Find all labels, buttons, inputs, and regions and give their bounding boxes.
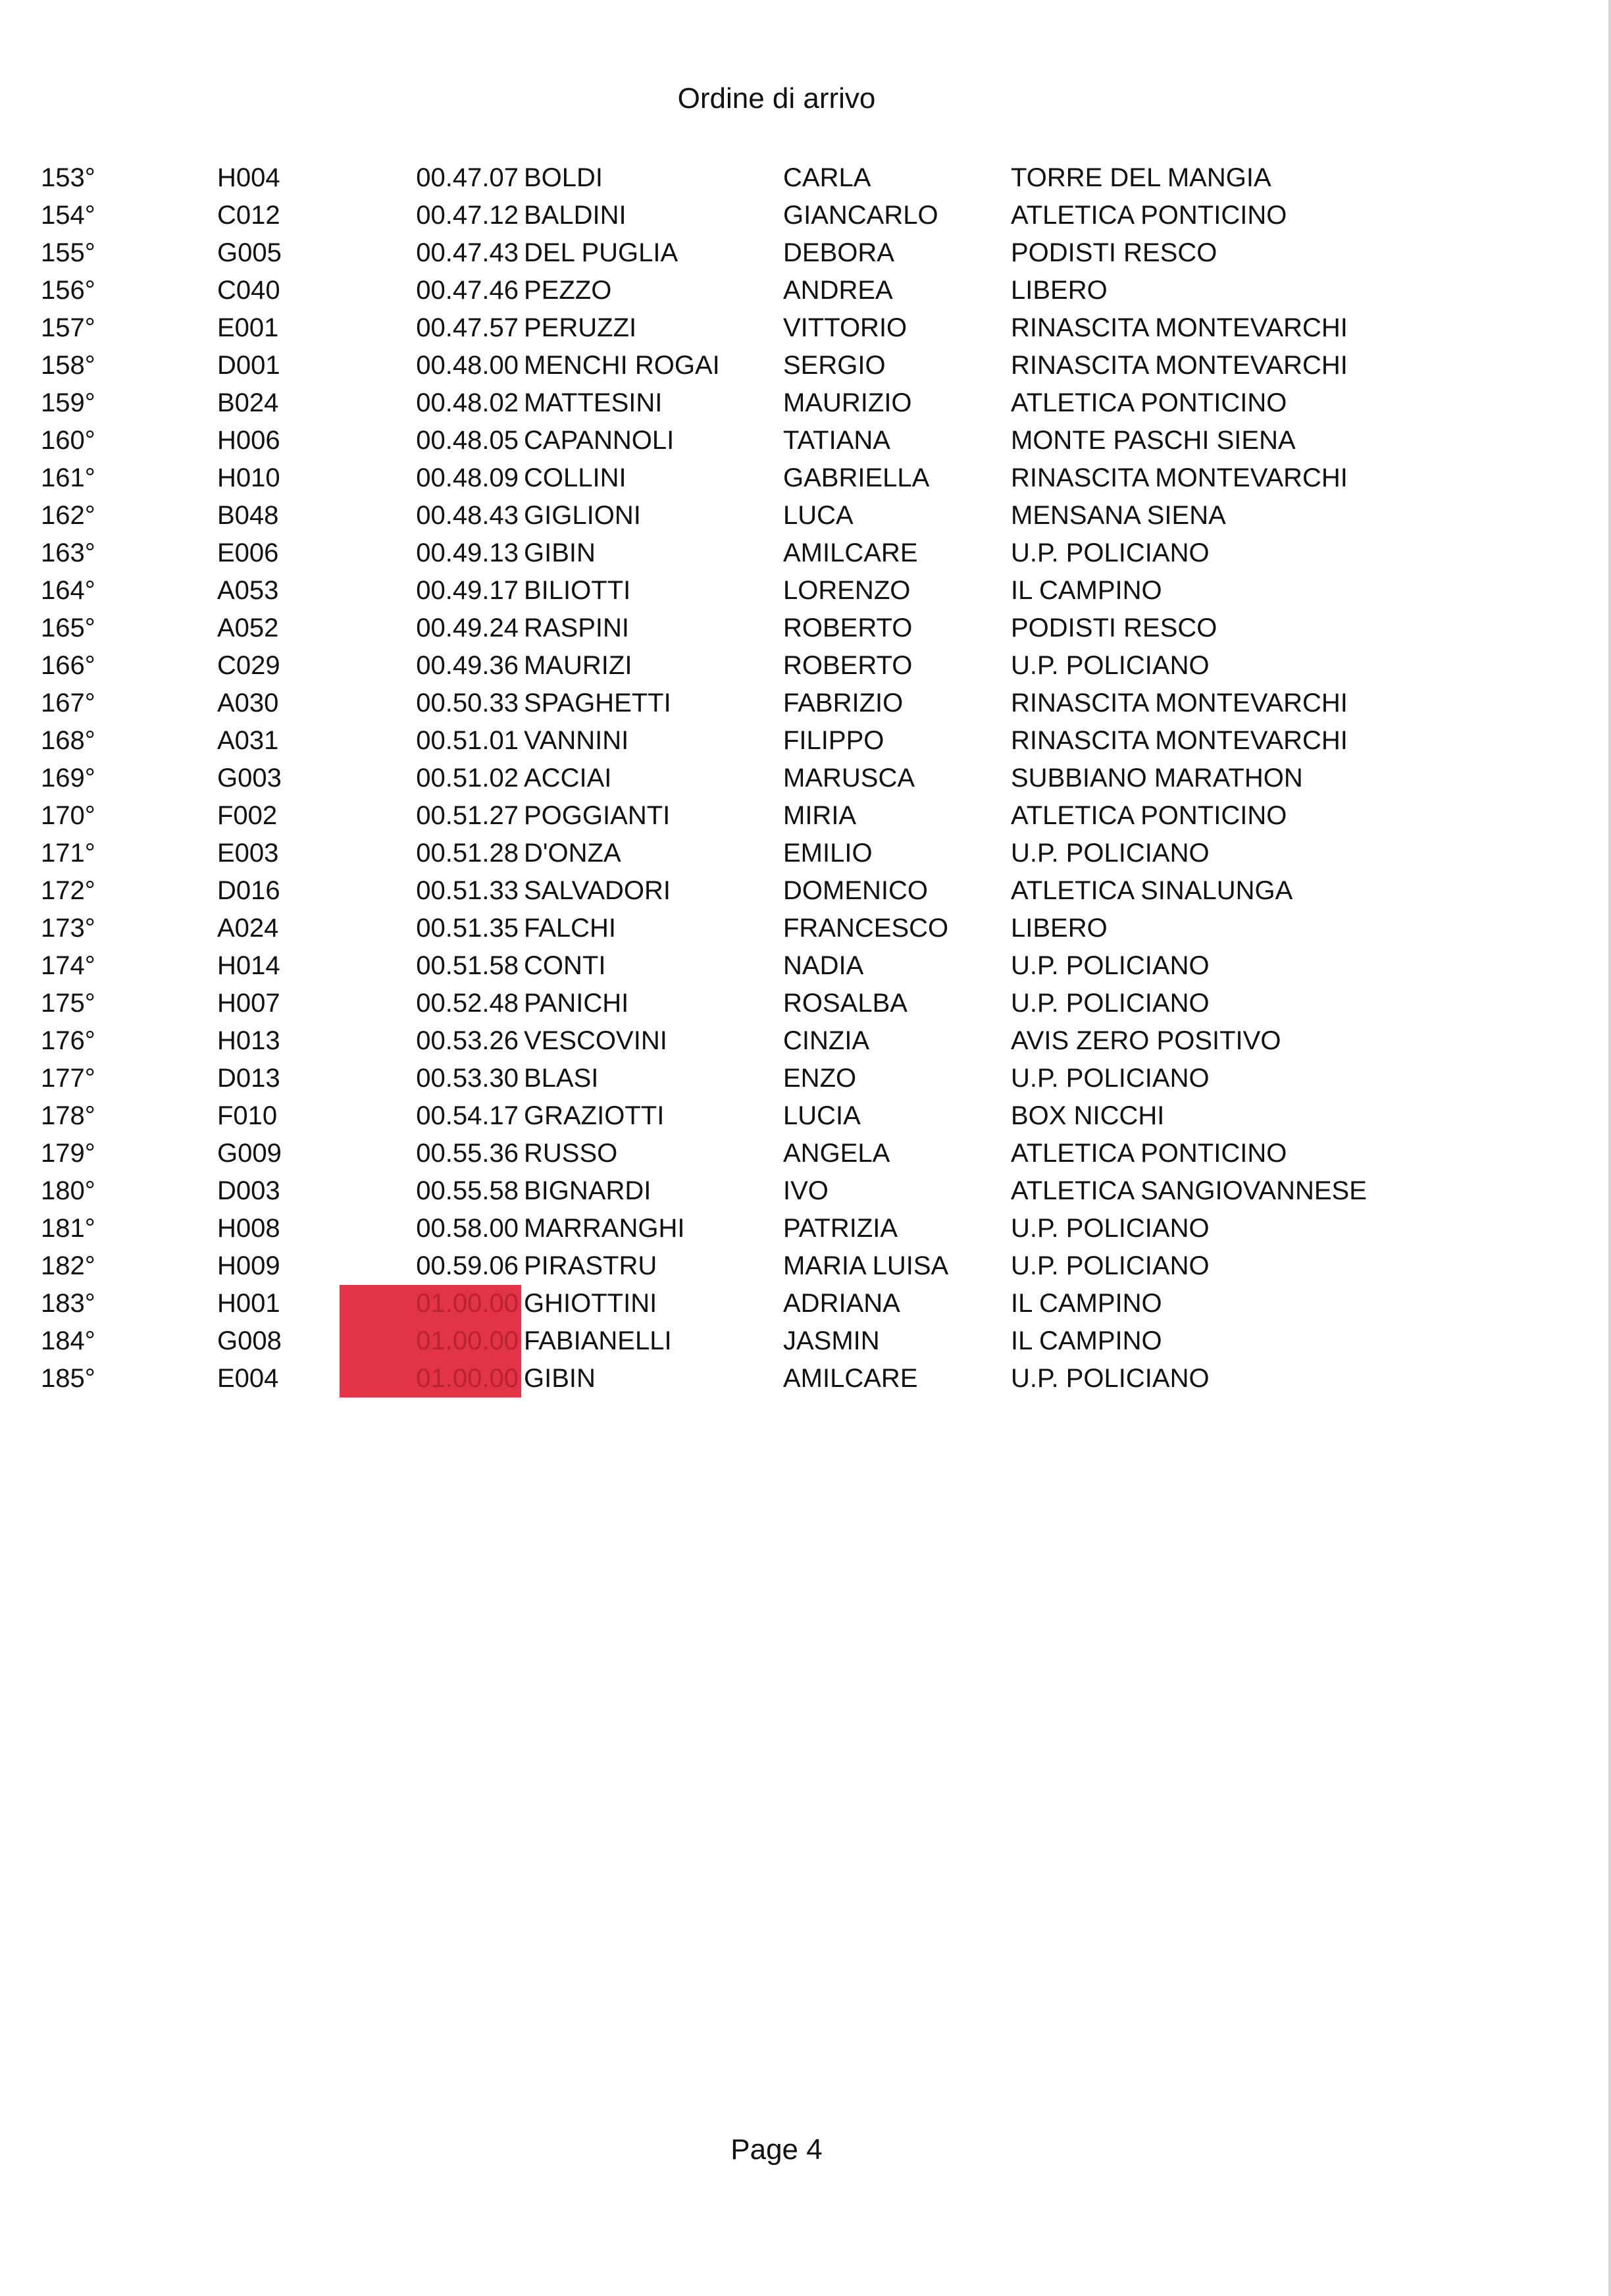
position-cell: 164° xyxy=(41,576,95,605)
firstname-cell: TATIANA xyxy=(783,426,890,455)
bib-cell: F002 xyxy=(217,801,278,830)
team-cell: TORRE DEL MANGIA xyxy=(1011,163,1271,192)
firstname-cell: FABRIZIO xyxy=(783,689,904,718)
firstname-cell: VITTORIO xyxy=(783,313,908,342)
bib-cell: G008 xyxy=(217,1326,282,1355)
table-row xyxy=(0,1172,1611,1210)
table-row xyxy=(0,234,1611,272)
position-cell: 156° xyxy=(41,276,95,305)
surname-cell: D'ONZA xyxy=(524,839,621,868)
surname-cell: DEL PUGLIA xyxy=(524,238,678,267)
firstname-cell: MARUSCA xyxy=(783,764,915,793)
team-cell: LIBERO xyxy=(1011,276,1108,305)
time-cell: 00.55.36 xyxy=(416,1139,519,1168)
time-cell: 00.48.00 xyxy=(416,351,519,380)
time-cell: 01.00.00 xyxy=(340,1322,521,1360)
firstname-cell: JASMIN xyxy=(783,1326,880,1355)
time-cell: 00.49.17 xyxy=(416,576,519,605)
team-cell: IL CAMPINO xyxy=(1011,1289,1162,1318)
bib-cell: H008 xyxy=(217,1214,280,1243)
page-title: Ordine di arrivo xyxy=(677,82,876,115)
bib-cell: E001 xyxy=(217,313,279,342)
team-cell: RINASCITA MONTEVARCHI xyxy=(1011,313,1348,342)
table-row xyxy=(0,1060,1611,1097)
bib-cell: A024 xyxy=(217,914,279,943)
time-cell: 00.53.26 xyxy=(416,1026,519,1055)
surname-cell: BLASI xyxy=(524,1064,599,1093)
team-cell: ATLETICA PONTICINO xyxy=(1011,1139,1287,1168)
bib-cell: C029 xyxy=(217,651,280,680)
surname-cell: GIBIN xyxy=(524,538,596,567)
team-cell: RINASCITA MONTEVARCHI xyxy=(1011,463,1348,492)
team-cell: LIBERO xyxy=(1011,914,1108,943)
position-cell: 181° xyxy=(41,1214,95,1243)
team-cell: ATLETICA PONTICINO xyxy=(1011,388,1287,417)
position-cell: 166° xyxy=(41,651,95,680)
time-cell: 00.47.46 xyxy=(416,276,519,305)
time-cell: 01.00.00 xyxy=(340,1360,521,1397)
firstname-cell: MIRIA xyxy=(783,801,857,830)
firstname-cell: GIANCARLO xyxy=(783,201,938,230)
surname-cell: GIGLIONI xyxy=(524,501,641,530)
firstname-cell: ROSALBA xyxy=(783,989,908,1018)
table-row xyxy=(0,610,1611,647)
table-row xyxy=(0,384,1611,422)
position-cell: 178° xyxy=(41,1101,95,1130)
team-cell: ATLETICA SINALUNGA xyxy=(1011,876,1293,905)
surname-cell: PEZZO xyxy=(524,276,612,305)
surname-cell: FALCHI xyxy=(524,914,617,943)
bib-cell: A031 xyxy=(217,726,279,755)
team-cell: U.P. POLICIANO xyxy=(1011,951,1210,980)
surname-cell: ACCIAI xyxy=(524,764,612,793)
time-cell: 00.48.43 xyxy=(416,501,519,530)
time-cell: 00.48.09 xyxy=(416,463,519,492)
firstname-cell: PATRIZIA xyxy=(783,1214,898,1243)
surname-cell: POGGIANTI xyxy=(524,801,671,830)
table-row xyxy=(0,760,1611,797)
time-cell: 00.52.48 xyxy=(416,989,519,1018)
firstname-cell: MAURIZIO xyxy=(783,388,912,417)
bib-cell: E003 xyxy=(217,839,279,868)
table-row xyxy=(0,459,1611,497)
bib-cell: E004 xyxy=(217,1364,279,1393)
firstname-cell: CARLA xyxy=(783,163,871,192)
time-cell: 00.49.36 xyxy=(416,651,519,680)
surname-cell: FABIANELLI xyxy=(524,1326,672,1355)
surname-cell: RUSSO xyxy=(524,1139,618,1168)
bib-cell: H014 xyxy=(217,951,280,980)
team-cell: MENSANA SIENA xyxy=(1011,501,1226,530)
bib-cell: B024 xyxy=(217,388,279,417)
time-cell: 00.47.43 xyxy=(416,238,519,267)
table-row xyxy=(0,835,1611,872)
position-cell: 173° xyxy=(41,914,95,943)
team-cell: ATLETICA SANGIOVANNESE xyxy=(1011,1176,1367,1205)
table-row xyxy=(0,347,1611,384)
bib-cell: H013 xyxy=(217,1026,280,1055)
surname-cell: MATTESINI xyxy=(524,388,663,417)
position-cell: 157° xyxy=(41,313,95,342)
surname-cell: BOLDI xyxy=(524,163,603,192)
team-cell: PODISTI RESCO xyxy=(1011,238,1217,267)
firstname-cell: FRANCESCO xyxy=(783,914,949,943)
results-table xyxy=(0,159,1611,1397)
table-row xyxy=(0,910,1611,947)
firstname-cell: EMILIO xyxy=(783,839,873,868)
bib-cell: H001 xyxy=(217,1289,280,1318)
position-cell: 184° xyxy=(41,1326,95,1355)
position-cell: 153° xyxy=(41,163,95,192)
bib-cell: C040 xyxy=(217,276,280,305)
firstname-cell: NADIA xyxy=(783,951,864,980)
team-cell: RINASCITA MONTEVARCHI xyxy=(1011,726,1348,755)
firstname-cell: LUCIA xyxy=(783,1101,861,1130)
bib-cell: B048 xyxy=(217,501,279,530)
team-cell: U.P. POLICIANO xyxy=(1011,1064,1210,1093)
table-row xyxy=(0,1285,1611,1322)
firstname-cell: ANGELA xyxy=(783,1139,890,1168)
time-cell: 00.51.28 xyxy=(416,839,519,868)
time-cell: 00.47.57 xyxy=(416,313,519,342)
bib-cell: H010 xyxy=(217,463,280,492)
table-row xyxy=(0,159,1611,197)
time-cell: 00.51.35 xyxy=(416,914,519,943)
scan-edge xyxy=(1608,0,1611,2296)
time-cell: 00.51.33 xyxy=(416,876,519,905)
surname-cell: MENCHI ROGAI xyxy=(524,351,720,380)
bib-cell: D013 xyxy=(217,1064,280,1093)
firstname-cell: MARIA LUISA xyxy=(783,1251,949,1280)
position-cell: 160° xyxy=(41,426,95,455)
surname-cell: PANICHI xyxy=(524,989,629,1018)
table-row xyxy=(0,1022,1611,1060)
time-cell: 00.48.02 xyxy=(416,388,519,417)
position-cell: 171° xyxy=(41,839,95,868)
table-row xyxy=(0,985,1611,1022)
team-cell: PODISTI RESCO xyxy=(1011,613,1217,642)
team-cell: AVIS ZERO POSITIVO xyxy=(1011,1026,1281,1055)
surname-cell: GRAZIOTTI xyxy=(524,1101,665,1130)
surname-cell: GHIOTTINI xyxy=(524,1289,657,1318)
firstname-cell: IVO xyxy=(783,1176,829,1205)
position-cell: 154° xyxy=(41,201,95,230)
firstname-cell: ROBERTO xyxy=(783,651,913,680)
position-cell: 185° xyxy=(41,1364,95,1393)
position-cell: 180° xyxy=(41,1176,95,1205)
bib-cell: D003 xyxy=(217,1176,280,1205)
team-cell: ATLETICA PONTICINO xyxy=(1011,801,1287,830)
position-cell: 176° xyxy=(41,1026,95,1055)
surname-cell: GIBIN xyxy=(524,1364,596,1393)
time-cell: 00.53.30 xyxy=(416,1064,519,1093)
position-cell: 167° xyxy=(41,689,95,718)
time-cell: 00.51.01 xyxy=(416,726,519,755)
time-cell: 00.51.58 xyxy=(416,951,519,980)
team-cell: U.P. POLICIANO xyxy=(1011,651,1210,680)
surname-cell: BILIOTTI xyxy=(524,576,631,605)
team-cell: BOX NICCHI xyxy=(1011,1101,1165,1130)
table-row xyxy=(0,535,1611,572)
time-cell: 00.51.02 xyxy=(416,764,519,793)
time-cell: 00.58.00 xyxy=(416,1214,519,1243)
surname-cell: PERUZZI xyxy=(524,313,637,342)
table-row xyxy=(0,722,1611,760)
surname-cell: MARRANGHI xyxy=(524,1214,685,1243)
position-cell: 172° xyxy=(41,876,95,905)
position-cell: 174° xyxy=(41,951,95,980)
position-cell: 158° xyxy=(41,351,95,380)
firstname-cell: LUCA xyxy=(783,501,854,530)
bib-cell: H006 xyxy=(217,426,280,455)
table-row xyxy=(0,1247,1611,1285)
bib-cell: F010 xyxy=(217,1101,278,1130)
firstname-cell: GABRIELLA xyxy=(783,463,930,492)
firstname-cell: ADRIANA xyxy=(783,1289,900,1318)
position-cell: 168° xyxy=(41,726,95,755)
bib-cell: A052 xyxy=(217,613,279,642)
team-cell: U.P. POLICIANO xyxy=(1011,839,1210,868)
position-cell: 170° xyxy=(41,801,95,830)
firstname-cell: LORENZO xyxy=(783,576,911,605)
bib-cell: A030 xyxy=(217,689,279,718)
position-cell: 177° xyxy=(41,1064,95,1093)
surname-cell: BALDINI xyxy=(524,201,626,230)
team-cell: IL CAMPINO xyxy=(1011,576,1162,605)
surname-cell: SPAGHETTI xyxy=(524,689,671,718)
time-cell: 00.51.27 xyxy=(416,801,519,830)
bib-cell: E006 xyxy=(217,538,279,567)
time-cell: 00.54.17 xyxy=(416,1101,519,1130)
surname-cell: COLLINI xyxy=(524,463,626,492)
surname-cell: CAPANNOLI xyxy=(524,426,675,455)
table-row xyxy=(0,272,1611,309)
time-cell: 00.48.05 xyxy=(416,426,519,455)
team-cell: SUBBIANO MARATHON xyxy=(1011,764,1303,793)
time-cell: 00.59.06 xyxy=(416,1251,519,1280)
table-row xyxy=(0,1210,1611,1247)
bib-cell: D016 xyxy=(217,876,280,905)
position-cell: 165° xyxy=(41,613,95,642)
time-cell: 00.47.07 xyxy=(416,163,519,192)
firstname-cell: FILIPPO xyxy=(783,726,884,755)
surname-cell: BIGNARDI xyxy=(524,1176,652,1205)
table-row xyxy=(0,872,1611,910)
table-row xyxy=(0,309,1611,347)
position-cell: 179° xyxy=(41,1139,95,1168)
firstname-cell: ANDREA xyxy=(783,276,893,305)
bib-cell: H007 xyxy=(217,989,280,1018)
table-row xyxy=(0,1135,1611,1172)
table-row xyxy=(0,947,1611,985)
position-cell: 183° xyxy=(41,1289,95,1318)
team-cell: U.P. POLICIANO xyxy=(1011,1364,1210,1393)
firstname-cell: AMILCARE xyxy=(783,538,918,567)
time-cell: 00.50.33 xyxy=(416,689,519,718)
position-cell: 159° xyxy=(41,388,95,417)
position-cell: 161° xyxy=(41,463,95,492)
position-cell: 155° xyxy=(41,238,95,267)
team-cell: U.P. POLICIANO xyxy=(1011,989,1210,1018)
table-row xyxy=(0,197,1611,234)
bib-cell: A053 xyxy=(217,576,279,605)
firstname-cell: ROBERTO xyxy=(783,613,913,642)
team-cell: ATLETICA PONTICINO xyxy=(1011,201,1287,230)
team-cell: RINASCITA MONTEVARCHI xyxy=(1011,689,1348,718)
surname-cell: VESCOVINI xyxy=(524,1026,667,1055)
table-row xyxy=(0,497,1611,535)
table-row xyxy=(0,1322,1611,1360)
surname-cell: RASPINI xyxy=(524,613,630,642)
table-row xyxy=(0,685,1611,722)
firstname-cell: SERGIO xyxy=(783,351,886,380)
team-cell: RINASCITA MONTEVARCHI xyxy=(1011,351,1348,380)
bib-cell: G003 xyxy=(217,764,282,793)
surname-cell: MAURIZI xyxy=(524,651,632,680)
position-cell: 162° xyxy=(41,501,95,530)
position-cell: 169° xyxy=(41,764,95,793)
firstname-cell: AMILCARE xyxy=(783,1364,918,1393)
time-cell: 01.00.00 xyxy=(340,1285,521,1322)
firstname-cell: DOMENICO xyxy=(783,876,928,905)
position-cell: 175° xyxy=(41,989,95,1018)
team-cell: IL CAMPINO xyxy=(1011,1326,1162,1355)
bib-cell: G005 xyxy=(217,238,282,267)
bib-cell: H004 xyxy=(217,163,280,192)
page-number: Page 4 xyxy=(730,2133,823,2166)
position-cell: 163° xyxy=(41,538,95,567)
position-cell: 182° xyxy=(41,1251,95,1280)
team-cell: MONTE PASCHI SIENA xyxy=(1011,426,1296,455)
surname-cell: PIRASTRU xyxy=(524,1251,657,1280)
table-row xyxy=(0,647,1611,685)
table-row xyxy=(0,1097,1611,1135)
surname-cell: SALVADORI xyxy=(524,876,671,905)
surname-cell: CONTI xyxy=(524,951,606,980)
bib-cell: H009 xyxy=(217,1251,280,1280)
bib-cell: G009 xyxy=(217,1139,282,1168)
table-row xyxy=(0,1360,1611,1397)
team-cell: U.P. POLICIANO xyxy=(1011,1214,1210,1243)
bib-cell: D001 xyxy=(217,351,280,380)
table-row xyxy=(0,572,1611,610)
time-cell: 00.49.13 xyxy=(416,538,519,567)
time-cell: 00.55.58 xyxy=(416,1176,519,1205)
firstname-cell: DEBORA xyxy=(783,238,894,267)
time-cell: 00.49.24 xyxy=(416,613,519,642)
time-cell: 00.47.12 xyxy=(416,201,519,230)
team-cell: U.P. POLICIANO xyxy=(1011,1251,1210,1280)
surname-cell: VANNINI xyxy=(524,726,629,755)
table-row xyxy=(0,797,1611,835)
firstname-cell: CINZIA xyxy=(783,1026,870,1055)
team-cell: U.P. POLICIANO xyxy=(1011,538,1210,567)
bib-cell: C012 xyxy=(217,201,280,230)
table-row xyxy=(0,422,1611,459)
firstname-cell: ENZO xyxy=(783,1064,857,1093)
